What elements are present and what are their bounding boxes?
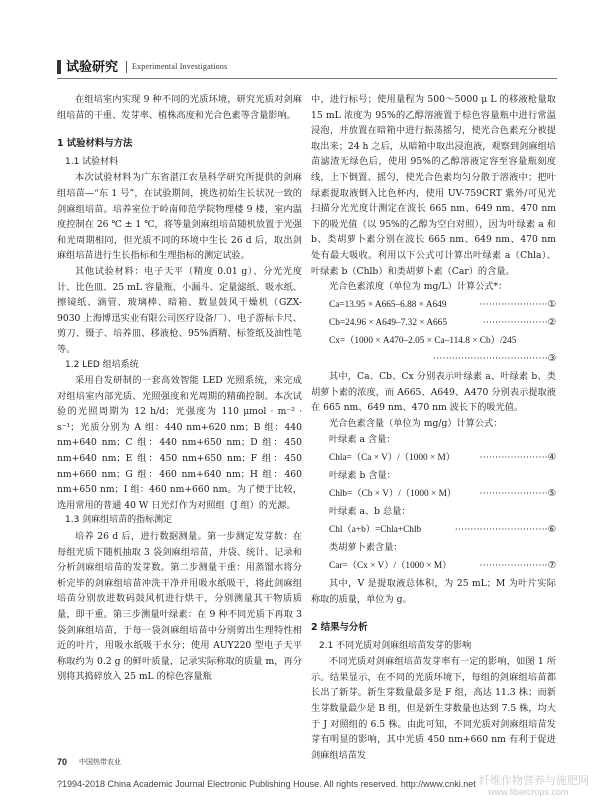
- equation-6-number: ······························⑥: [454, 524, 556, 535]
- journal-name: 中国热带农业: [79, 758, 121, 766]
- watermark-url: www.fibercrops.com: [488, 787, 569, 797]
- equation-3-cont-number: ·····································③: [433, 354, 556, 365]
- equation-7-number: ······················⑦: [479, 560, 556, 571]
- right-column: [311, 92, 556, 763]
- equation-3-number: [552, 333, 556, 349]
- equation-1-number: ······················①: [479, 300, 556, 311]
- equation-2-number: ·····················②: [482, 318, 556, 329]
- page-number: 70: [57, 757, 68, 767]
- equation-3-body: Cx=（1000 × A470–2.05 × Ca–114.8 × Cb）/245: [329, 336, 517, 347]
- heading-results: 2 结果与分析: [311, 622, 368, 634]
- intro-paragraph: 在组培室内实现 9 种不同的光质环境，研究光质对剑麻组培苗的干重、发芽率、植株高度和光合色素等含量影响。: [57, 94, 302, 121]
- equation-1: [311, 297, 556, 313]
- equation-1-body: Ca=13.95 × A665–6.88 × A649: [329, 300, 447, 311]
- header-rule: [57, 78, 557, 79]
- equation-2-body: Cb=24.96 × A649–7.32 × A665: [329, 318, 448, 329]
- running-header: [57, 58, 557, 78]
- heading-materials-methods: 1 试验材料与方法: [57, 138, 133, 150]
- label-chl-total: 叶绿素 a、b 总量：: [329, 505, 411, 517]
- equation-2: [311, 315, 556, 331]
- paragraph-extraction: 中，进行标号；使用量程为 500～5000 μ L 的移液枪量取 15 mL 浓度为 95%的乙醇溶液置于棕色容量瓶中进行常温浸泡，并放置在暗箱中进行振荡摇匀，使光合色素充分被提取出来；24 h 之后，从暗箱中取出浸泡液，观察到剑麻组培苗滤渣无绿色后，使用 95%的乙醇溶液定容至容量瓶刻度线，上下倒置、摇匀，使光合色素均匀分散于溶液中；把叶绿素提取液倒入比色杯内，使用 UV-759CRT 紫外/可见光扫描分光光度计测定在波长 665 nm、649 nm、470 nm 下的吸光值（以 95%的乙醇为空白对照），因为叶绿素 a 和 b、类胡萝卜素分别在波长 665 nm、649 nm、470 nm 处有最大吸收。利用以下公式可计算出叶绿素 a（Chla）、叶绿素 b（Chlb）和类胡萝卜素（Car）的含量。: [311, 94, 556, 277]
- heading-led-system: 1.2 LED 组培系统: [65, 359, 139, 370]
- equation-5: [311, 486, 556, 502]
- label-chlb: 叶绿素 b 含量：: [329, 469, 396, 481]
- label-chla: 叶绿素 a 含量：: [329, 433, 396, 445]
- heading-test-materials: 1.1 试验材料: [65, 156, 119, 167]
- copyright-line: ?1994-2018 China Academic Journal Electronic Publishing House. All rights reserved. http://www.cnki.net: [57, 779, 476, 789]
- paragraph-index-measurement: 培养 26 d 后，进行数据测量。第一步测定发芽数：在每组光质下随机抽取 3 袋剑麻组培苗，并袋、统计、记录和分析剑麻组培苗的发芽数。第二步测量干重：用蒸馏水将分析完毕的剑麻组培苗冲洗干净并用吸水纸吸干，将此剑麻组培苗分别放进数码鼓风机进行烘干，分别测量其干物质质量，即干重。第三步测量叶绿素：在 9 种不同光质下再取 3 袋剑麻组培苗，于每一袋剑麻组培苗中分别剪出生理特性相近的叶片，用吸水纸吸干水分；使用 AUY220 型电子天平称取约为 0.2 g 的鲜叶质量，记录实际称取的质量 m，再分别将其捣碎放入 25 mL 的棕色容量瓶: [57, 531, 302, 683]
- left-column: [57, 92, 302, 685]
- heading-index-measurement: 1.3 剑麻组培苗的指标测定: [65, 515, 173, 526]
- section-title-en: Experimental Investigations: [132, 62, 228, 71]
- header-accent-bar: [57, 60, 61, 74]
- equation-4-body: Chla=（Ca × V）/（1000 × M）: [329, 452, 456, 463]
- watermark-text: 纤维作物营养与施肥网: [479, 774, 589, 787]
- paragraph-germination: 不同光质对剑麻组培苗发芽率有一定的影响，如图 1 所示。结果显示，在不同的光质环境下，每组的剑麻组培苗都长出了新芽。新生芽数量最多是 F 组，高达 11.3 株；而新生芽数量最少是 B 组，但是新生芽数量也达到 7.5 株，均大于 J 对照组的 6.5 株。由此可知，不同光质对剑麻组培苗发芽有明显的影响，其中光质 450 nm+660 nm 有利于促进剑麻组培苗发: [311, 656, 556, 761]
- equation-4-number: ······················④: [479, 452, 556, 463]
- equation-5-number: ······················⑤: [479, 488, 556, 499]
- heading-germination-effect: 2.1 不同光质对剑麻组培苗发芽的影响: [319, 640, 472, 651]
- page-footer: [57, 757, 557, 769]
- formula-intro-concentration: 光合色素浓度（单位为 mg/L）计算公式*：: [329, 281, 508, 293]
- label-carotenoid: 类胡萝卜素含量：: [329, 541, 403, 553]
- section-title: 试验研究: [66, 59, 119, 74]
- equation-3-continuation: [311, 351, 556, 367]
- paragraph-other-materials: 其他试验材料：电子天平（精度 0.01 g）、分光光度计、比色皿、25 mL 容量瓶、小漏斗、定量滤纸、吸水纸、擦镜纸、滴管、玻璃棒、暗箱、数显鼓风干燥机（GZX-9030 上海博迅实业有限公司医疗设备厂）、电子游标卡尺、剪刀、镊子、培养皿、移液枪、95%酒精、标签纸及油性笔等。: [57, 265, 302, 355]
- paragraph-variables: 其中，V 是提取液总体积，为 25 mL；M 为叶片实际称取的质量，单位为 g。: [311, 577, 556, 605]
- equation-4: [311, 450, 556, 466]
- equation-6-body: Chl（a+b）=Chla+Chlb: [329, 524, 422, 535]
- formula-intro-content: 光合色素含量（单位为 mg/g）计算公式：: [329, 417, 503, 429]
- paragraph-test-materials: 本次试验材料为广东省湛江农垦科学研究所提供的剑麻组培苗—“东 1 号”，在试验期间，挑选初始生长状况一致的剑麻组培苗。培养室位于岭南师范学院物理楼 9 楼，室内温度控制在 26 ℃ ± 1 ℃，将等量剑麻组培苗随机放置于光强和光周期相同，但光质不同的环境中生长 26 d 后，取出剑麻组培苗进行生长指标和生理指标的测定试验。: [57, 172, 302, 262]
- paragraph-led-system: 采用自发研制的一套高效智能 LED 光照系统，来完成对组培室内部光质、光照强度和光周期的精确控制。本次试验的光照周期为 12 h/d；光强度为 110 μmol · m⁻² · s⁻¹；光质分别为 A 组：440 nm+620 nm；B 组：440 nm+640 nm；C 组：440 nm+650 nm；D 组：450 nm+640 nm；E 组：450 nm+650 nm；F 组：450 nm+660 nm；G 组：460 nm+640 nm；H 组：460 nm+650 nm；I 组：460 nm+660 nm。为了便于比较，选用常用的普通 40 W 日光灯作为对照组（J 组）的光源。: [57, 375, 302, 511]
- equation-3: [311, 333, 556, 349]
- equation-5-body: Chlb=（Cb × V）/（1000 × M）: [329, 488, 457, 499]
- header-separator: [126, 61, 127, 73]
- paragraph-symbols: 其中，Ca、Cb、Cx 分别表示叶绿素 a、叶绿素 b、类胡萝卜素的浓度，而 A665、A649、A470 分别表示提取液在 665 nm、649 nm、470 nm 波长下的吸光值。: [311, 371, 556, 414]
- equation-7: [311, 558, 556, 574]
- equation-6: [311, 522, 556, 538]
- equation-7-body: Car=（Cx × V）/（1000 × M）: [329, 560, 452, 571]
